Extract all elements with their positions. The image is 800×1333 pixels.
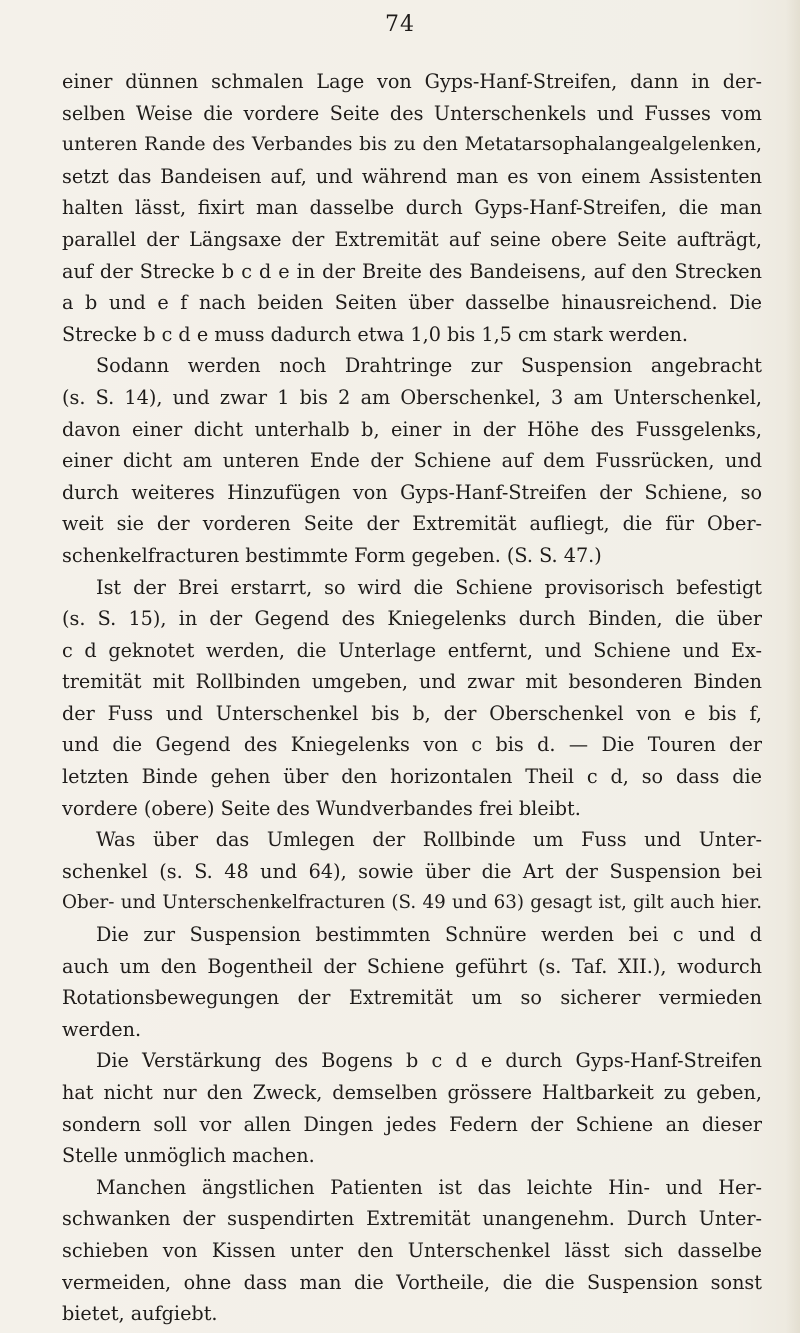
text-line: weit sie der vorderen Seite der Extremität aufliegt, die für Ober-: [62, 512, 762, 536]
text-line: Was über das Umlegen der Rollbinde um Fuss und Unter-: [96, 828, 762, 852]
text-line: einer dünnen schmalen Lage von Gyps-Hanf-Streifen, dann in der-: [62, 70, 762, 93]
text-line: sondern soll vor allen Dingen jedes Federn der Schiene an dieser: [62, 1112, 762, 1136]
text-line: Die Verstärkung des Bogens b c d e durch Gyps-Hanf-Streifen: [96, 1049, 762, 1073]
text-line: letzten Binde gehen über den horizontalen Theil c d, so dass die: [62, 765, 762, 789]
page-number: 74: [385, 12, 415, 37]
text-line: schenkel (s. S. 48 und 64), sowie über die Art der Suspension bei: [62, 859, 762, 883]
text-line: setzt das Bandeisen auf, und während man es von einem Assistenten: [62, 164, 762, 188]
text-line: auf der Strecke b c d e in der Breite des Bandeisens, auf den Strecken: [62, 259, 762, 283]
text-line: vermeiden, ohne dass man die Vortheile, die die Suspension sonst: [62, 1270, 762, 1294]
text-line: schwanken der suspendirten Extremität unangenehm. Durch Unter-: [62, 1207, 762, 1231]
text-line: einer dicht am unteren Ende der Schiene auf dem Fussrücken, und: [62, 449, 762, 473]
text-line: unteren Rande des Verbandes bis zu den Metatarsophalangealgelenken,: [62, 133, 762, 156]
text-line: (s. S. 14), und zwar 1 bis 2 am Oberschenkel, 3 am Unterschenkel,: [62, 385, 762, 409]
text-line: Rotationsbewegungen der Extremität um so sicherer vermieden: [62, 986, 762, 1010]
text-line: Stelle unmöglich machen.: [62, 1144, 315, 1168]
text-line: werden.: [62, 1017, 142, 1041]
page-edge-shadow: [786, 0, 800, 1333]
text-line: Ist der Brei erstarrt, so wird die Schiene provisorisch befestigt: [96, 575, 762, 599]
text-line: Strecke b c d e muss dadurch etwa 1,0 bis 1,5 cm stark werden.: [62, 322, 688, 346]
text-line: selben Weise die vordere Seite des Unterschenkels und Fusses vom: [62, 101, 762, 125]
text-line: a b und e f nach beiden Seiten über dasselbe hinausreichend. Die: [62, 291, 762, 315]
text-line: Sodann werden noch Drahtringe zur Suspension angebracht: [96, 354, 762, 378]
text-line: davon einer dicht unterhalb b, einer in der Höhe des Fussgelenks,: [62, 417, 762, 441]
text-line: der Fuss und Unterschenkel bis b, der Oberschenkel von e bis f,: [62, 701, 762, 725]
text-line: (s. S. 15), in der Gegend des Kniegelenks durch Binden, die über: [62, 607, 762, 631]
text-line: parallel der Längsaxe der Extremität auf seine obere Seite aufträgt,: [62, 227, 762, 251]
text-line: tremität mit Rollbinden umgeben, und zwar mit besonderen Binden: [62, 670, 762, 694]
text-line: und die Gegend des Kniegelenks von c bis d. — Die Touren der: [62, 733, 762, 757]
body-text: [62, 66, 762, 1330]
text-line: schenkelfracturen bestimmte Form gegeben. (S. S. 47.): [62, 543, 602, 567]
text-line: vordere (obere) Seite des Wundverbandes frei bleibt.: [62, 796, 581, 820]
text-line: c d geknotet werden, die Unterlage entfernt, und Schiene und Ex-: [62, 638, 762, 662]
text-line: hat nicht nur den Zweck, demselben grössere Haltbarkeit zu geben,: [62, 1081, 762, 1104]
text-line: bietet, aufgiebt.: [62, 1302, 218, 1326]
text-line: Ober- und Unterschenkelfracturen (S. 49 und 63) gesagt ist, gilt auch hier.: [62, 892, 762, 914]
text-line: durch weiteres Hinzufügen von Gyps-Hanf-Streifen der Schiene, so: [62, 480, 762, 504]
text-line: halten lässt, fixirt man dasselbe durch Gyps-Hanf-Streifen, die man: [62, 196, 762, 220]
text-line: auch um den Bogentheil der Schiene geführt (s. Taf. XII.), wodurch: [62, 954, 762, 978]
text-line: Die zur Suspension bestimmten Schnüre werden bei c und d: [96, 923, 762, 947]
text-line: schieben von Kissen unter den Unterschenkel lässt sich dasselbe: [62, 1238, 762, 1262]
text-line: Manchen ängstlichen Patienten ist das leichte Hin- und Her-: [96, 1175, 762, 1199]
